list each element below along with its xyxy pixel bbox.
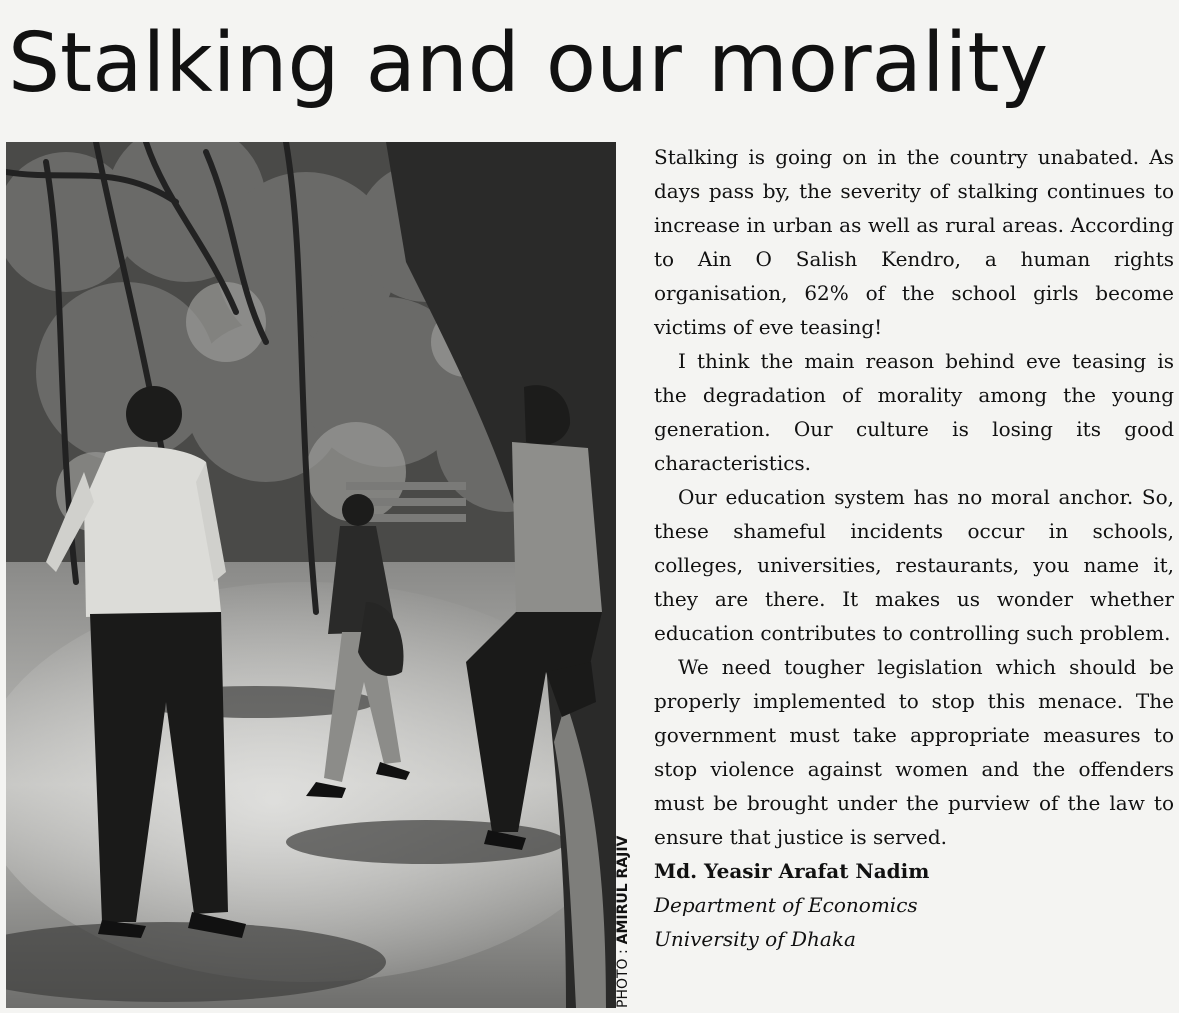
article-body <box>654 140 1174 956</box>
headline: Stalking and our morality <box>8 16 1049 111</box>
article-paragraph: We need tougher legislation which should be properly implemented to stop this menace. The government must take appropriate measures to stop violence against women and the offenders must be brought under the purview of the law to ensure that justice is served. <box>654 655 1174 849</box>
author-name: Md. Yeasir Arafat Nadim <box>654 859 930 883</box>
photo-credit-label: PHOTO : <box>615 949 631 1008</box>
article-paragraph: Our education system has no moral anchor. So, these shameful incidents occur in schools, colleges, universities, restaurants, you name it, they are there. It makes us wonder whether education contributes to controlling such problem. <box>654 485 1174 645</box>
photo-credit-name: AMIRUL RAJIV <box>615 835 631 945</box>
author-university: University of Dhaka <box>654 927 856 951</box>
article-paragraph: Stalking is going on in the country unabated. As days pass by, the severity of stalking continues to increase in urban as well as rural areas. According to Ain O Salish Kendro, a human rights organisation, 62% of the school girls become victims of eve teasing! <box>654 145 1174 339</box>
author-department: Department of Economics <box>654 893 918 917</box>
photo-credit <box>612 798 634 1008</box>
article-photo <box>6 142 616 1008</box>
article-paragraph: I think the main reason behind eve teasing is the degradation of morality among the young generation. Our culture is losing its good characteristics. <box>654 349 1174 475</box>
